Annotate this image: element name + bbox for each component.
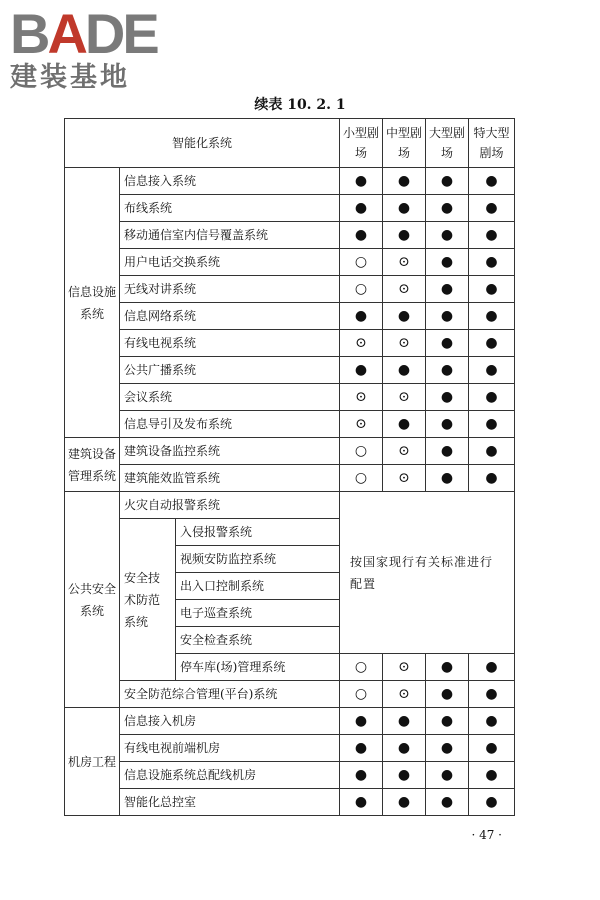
system-name: 会议系统 [120, 384, 340, 411]
value-cell: ○ [340, 681, 383, 708]
value-cell: ⊙ [383, 384, 426, 411]
system-name: 视频安防监控系统 [176, 546, 340, 573]
value-cell: ● [340, 222, 383, 249]
value-cell: ○ [340, 465, 383, 492]
value-cell: ● [383, 411, 426, 438]
logo-brand: BADE [10, 2, 157, 65]
value-cell: ● [469, 762, 515, 789]
value-cell: ⊙ [383, 276, 426, 303]
value-cell: ● [383, 357, 426, 384]
table-row [65, 708, 515, 735]
system-name: 出入口控制系统 [176, 573, 340, 600]
system-name: 信息设施系统总配线机房 [120, 762, 340, 789]
standard-note: 按国家现行有关标准进行配置 [340, 492, 515, 654]
value-cell: ● [469, 681, 515, 708]
table-row [65, 222, 515, 249]
value-cell: ⊙ [383, 438, 426, 465]
header-theater-size: 特大型剧场 [469, 119, 515, 168]
table-row [65, 357, 515, 384]
value-cell: ● [383, 195, 426, 222]
system-name: 建筑设备监控系统 [120, 438, 340, 465]
category-safety: 公共安全系统 [65, 492, 120, 708]
system-name: 入侵报警系统 [176, 519, 340, 546]
value-cell: ● [469, 708, 515, 735]
value-cell: ● [469, 357, 515, 384]
logo-subtitle: 建装基地 [10, 62, 130, 93]
system-name: 安全防范综合管理(平台)系统 [120, 681, 340, 708]
value-cell: ● [340, 735, 383, 762]
value-cell: ○ [340, 438, 383, 465]
intelligent-systems-table [64, 118, 515, 816]
table-row [65, 195, 515, 222]
header-theater-size: 大型剧场 [426, 119, 469, 168]
value-cell: ● [383, 708, 426, 735]
value-cell: ● [426, 681, 469, 708]
value-cell: ● [383, 735, 426, 762]
system-name: 移动通信室内信号覆盖系统 [120, 222, 340, 249]
system-name: 安全检查系统 [176, 627, 340, 654]
value-cell: ● [469, 654, 515, 681]
table-row [65, 465, 515, 492]
value-cell: ● [469, 735, 515, 762]
value-cell: ⊙ [383, 330, 426, 357]
value-cell: ⊙ [383, 249, 426, 276]
table-row [65, 438, 515, 465]
value-cell: ● [469, 465, 515, 492]
value-cell: ● [469, 303, 515, 330]
table-row [65, 330, 515, 357]
system-name: 信息导引及发布系统 [120, 411, 340, 438]
table-row [65, 735, 515, 762]
value-cell: ● [469, 411, 515, 438]
table-row [65, 492, 515, 519]
table-row [65, 168, 515, 195]
value-cell: ● [426, 465, 469, 492]
subcategory-security-tech: 安全技术防范系统 [120, 519, 176, 681]
value-cell: ● [426, 384, 469, 411]
value-cell: ● [469, 330, 515, 357]
value-cell: ● [469, 384, 515, 411]
category-room: 机房工程 [65, 708, 120, 816]
value-cell: ● [426, 789, 469, 816]
table-row [65, 119, 515, 168]
value-cell: ● [383, 303, 426, 330]
value-cell: ⊙ [340, 330, 383, 357]
system-name: 公共广播系统 [120, 357, 340, 384]
table-row [65, 762, 515, 789]
value-cell: ○ [340, 276, 383, 303]
value-cell: ● [426, 249, 469, 276]
bade-logo [8, 4, 178, 94]
system-name: 智能化总控室 [120, 789, 340, 816]
value-cell: ⊙ [383, 654, 426, 681]
table-row [65, 303, 515, 330]
value-cell: ● [426, 222, 469, 249]
value-cell: ● [383, 762, 426, 789]
system-name: 无线对讲系统 [120, 276, 340, 303]
value-cell: ○ [340, 249, 383, 276]
system-name: 有线电视前端机房 [120, 735, 340, 762]
system-name: 电子巡查系统 [176, 600, 340, 627]
value-cell: ● [469, 276, 515, 303]
value-cell: ● [469, 222, 515, 249]
table-row [65, 249, 515, 276]
value-cell: ● [469, 249, 515, 276]
system-name: 停车库(场)管理系统 [176, 654, 340, 681]
value-cell: ⊙ [340, 384, 383, 411]
value-cell: ● [426, 411, 469, 438]
table-row [65, 681, 515, 708]
value-cell: ⊙ [383, 465, 426, 492]
value-cell: ● [426, 168, 469, 195]
value-cell: ● [340, 762, 383, 789]
system-name: 信息接入系统 [120, 168, 340, 195]
header-system: 智能化系统 [65, 119, 340, 168]
value-cell: ● [340, 303, 383, 330]
value-cell: ● [469, 168, 515, 195]
value-cell: ● [340, 708, 383, 735]
value-cell: ● [426, 303, 469, 330]
category-building: 建筑设备管理系统 [65, 438, 120, 492]
value-cell: ● [426, 357, 469, 384]
value-cell: ● [426, 195, 469, 222]
value-cell: ● [426, 762, 469, 789]
category-info: 信息设施系统 [65, 168, 120, 438]
value-cell: ● [383, 168, 426, 195]
value-cell: ● [426, 735, 469, 762]
table-row [65, 411, 515, 438]
value-cell: ● [340, 789, 383, 816]
value-cell: ● [426, 438, 469, 465]
header-theater-size: 小型剧场 [340, 119, 383, 168]
value-cell: ⊙ [340, 411, 383, 438]
value-cell: ● [340, 195, 383, 222]
system-name: 信息接入机房 [120, 708, 340, 735]
value-cell: ⊙ [383, 681, 426, 708]
table-row [65, 789, 515, 816]
system-name: 建筑能效监管系统 [120, 465, 340, 492]
value-cell: ● [383, 789, 426, 816]
value-cell: ● [340, 357, 383, 384]
value-cell: ● [469, 438, 515, 465]
page-number: · 47 · [471, 828, 502, 842]
table-title: 续表 10. 2. 1 [254, 97, 346, 113]
value-cell: ● [426, 654, 469, 681]
table-row [65, 384, 515, 411]
value-cell: ● [426, 276, 469, 303]
system-name: 有线电视系统 [120, 330, 340, 357]
header-theater-size: 中型剧场 [383, 119, 426, 168]
system-name: 信息网络系统 [120, 303, 340, 330]
table-row [65, 276, 515, 303]
value-cell: ● [469, 789, 515, 816]
system-name: 布线系统 [120, 195, 340, 222]
value-cell: ○ [340, 654, 383, 681]
value-cell: ● [469, 195, 515, 222]
system-name: 火灾自动报警系统 [120, 492, 340, 519]
value-cell: ● [426, 330, 469, 357]
system-name: 用户电话交换系统 [120, 249, 340, 276]
value-cell: ● [426, 708, 469, 735]
value-cell: ● [383, 222, 426, 249]
value-cell: ● [340, 168, 383, 195]
